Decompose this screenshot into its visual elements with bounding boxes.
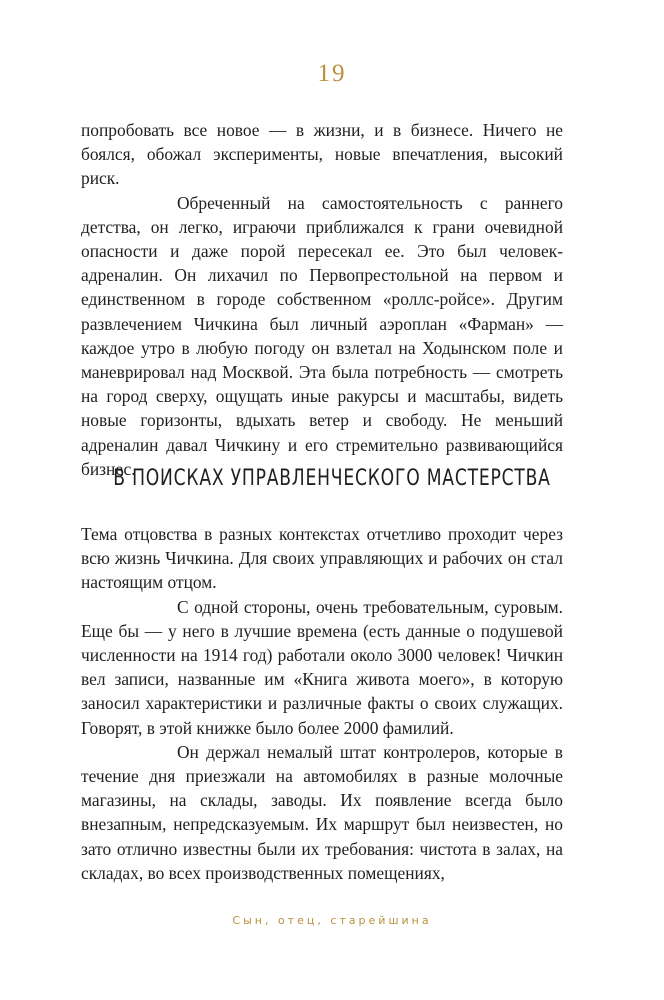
running-footer: Сын, отец, старейшина [232,914,432,927]
section-heading: В ПОИСКАХ УПРАВЛЕНЧЕСКОГО МАСТЕРСТВА [113,466,551,491]
paragraph-demanding: С одной стороны, очень требовательным, суровым. Еще бы — у него в лучшие времена (есть данные о подушевой численности на 1914 год) работали около 3000 человек! Чичкин вел записи, названные им «Книга живота моего», в которую заносил характеристики и различные факты о своих служащих. Говорят, в этой книжке было более 2000 фамилий. [81,596,563,738]
paragraph-fatherhood: Тема отцовства в разных контекстах отчетливо проходит через всю жизнь Чичкина. Для своих управляющих и рабочих он стал настоящим отцом. [81,524,563,593]
body-text-lower [81,522,563,885]
body-text-upper [81,118,563,481]
paragraph-continuation: попробовать все новое — в жизни, и в бизнесе. Ничего не боялся, обожал эксперименты, новые впечатления, высокий риск. [81,120,563,189]
paragraph-adrenaline: Обреченный на самостоятельность с раннего детства, он легко, играючи приближался к грани очевидной опасности и даже порой пересекал ее. Это был человек-адреналин. Он лихачил по Первопрестольной на первом и единственном в городе собственном «роллс-ройсе». Другим развлечением Чичкина был личный аэроплан «Фарман» — каждое утро в любую погоду он взлетал на Ходынском поле и маневрировал над Москвой. Эта была потребность — смотреть на город сверху, ощущать иные ракурсы и масштабы, видеть новые горизонты, вдыхать ветер и свободу. Не меньший адреналин давал Чичкину и его стремительно развивающийся бизнес. [81,192,563,479]
page-number: 19 [317,60,347,87]
paragraph-controllers: Он держал немалый штат контролеров, которые в течение дня приезжали на автомобилях в разные молочные магазины, на склады, заводы. Их появление всегда было внезапным, непредсказуемым. Их маршрут был неизвестен, но зато отлично известны были их требования: чистота в залах, на складах, во всех производственных помещениях, [81,741,563,883]
